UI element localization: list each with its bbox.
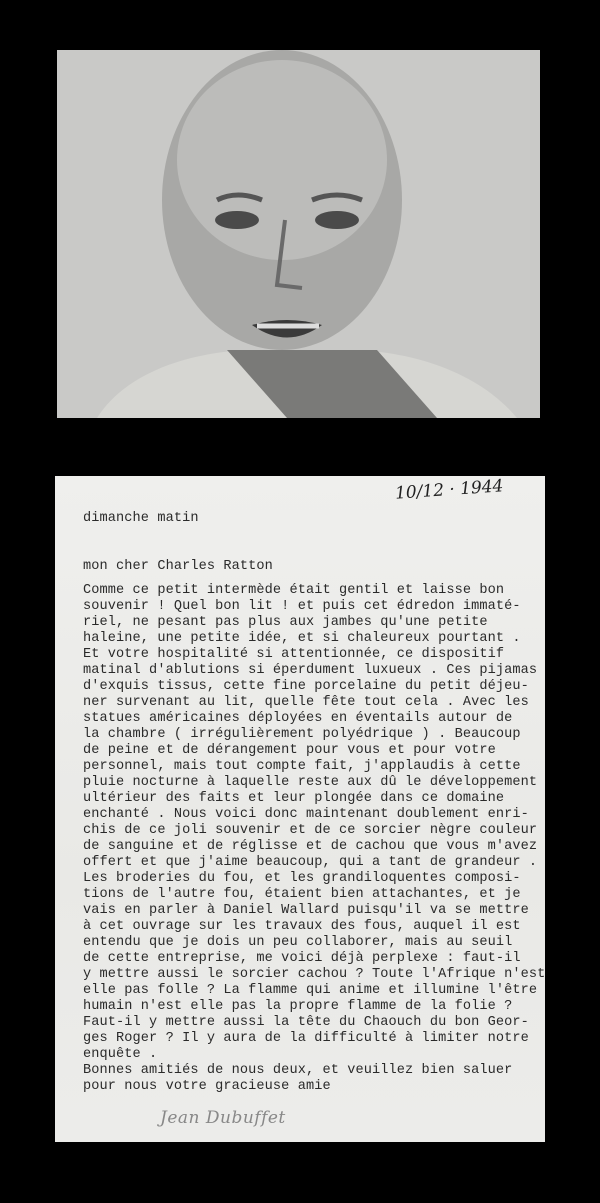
letter-line: Bonnes amitiés de nous deux, et veuillez bien saluer <box>83 1063 513 1078</box>
letter-body <box>83 583 545 1095</box>
letter-line: de cette entreprise, me voici déjà perplexe : faut-il <box>83 951 521 966</box>
letter-line: ultérieur des faits et leur plongée dans ce domaine <box>83 791 505 806</box>
letter-line: pour nous votre gracieuse amie <box>83 1079 331 1094</box>
letter-line: riel, ne pesant pas plus aux jambes qu'une petite <box>83 615 488 630</box>
letter-line: de peine et de dérangement pour vous et pour votre <box>83 743 496 758</box>
letter-line: tions de l'autre fou, étaient bien attachantes, et je <box>83 887 521 902</box>
letter-line: ges Roger ? Il y aura de la difficulté à limiter notre <box>83 1031 529 1046</box>
letter-line: offert et que j'aime beaucoup, qui a tant de grandeur . <box>83 855 538 870</box>
letter-line: y mettre aussi le sorcier cachou ? Toute l'Afrique n'est <box>83 967 546 982</box>
letter-line: haleine, une petite idée, et si chaleureux pourtant . <box>83 631 521 646</box>
letter-line: à cet ouvrage sur les travaux des fous, auquel il est <box>83 919 521 934</box>
letter-line: Faut-il y mettre aussi la tête du Chaouch du bon Geor- <box>83 1015 529 1030</box>
letter-day: dimanche matin <box>83 511 199 526</box>
letter-line: enquête . <box>83 1047 158 1062</box>
portrait-illustration <box>57 50 540 418</box>
letter-line: statues américaines déployées en éventails autour de <box>83 711 513 726</box>
letter-line: entendu que je dois un peu collaborer, mais au seuil <box>83 935 513 950</box>
letter-line: pluie nocturne à laquelle reste aux dû le développement <box>83 775 538 790</box>
letter-line: vais en parler à Daniel Wallard puisqu'il va se mettre <box>83 903 529 918</box>
letter-line: enchanté . Nous voici donc maintenant doublement enri- <box>83 807 529 822</box>
letter-line: elle pas folle ? La flamme qui anime et illumine l'être <box>83 983 538 998</box>
letter-line: Comme ce petit intermède était gentil et laisse bon <box>83 583 505 598</box>
letter-line: Et votre hospitalité si attentionnée, ce dispositif <box>83 647 505 662</box>
typewritten-letter <box>55 476 545 1142</box>
handwritten-date: 10/12 · 1944 <box>394 476 505 504</box>
letter-line: Les broderies du fou, et les grandiloquentes composi- <box>83 871 521 886</box>
letter-line: de sanguine et de réglisse et de cachou que vous m'avez <box>83 839 538 854</box>
letter-line: personnel, mais tout compte fait, j'applaudis à cette <box>83 759 521 774</box>
letter-line: chis de ce joli souvenir et de ce sorcier nègre couleur <box>83 823 538 838</box>
letter-salutation: mon cher Charles Ratton <box>83 559 273 574</box>
letter-line: matinal d'ablutions si éperdument luxueux . Ces pijamas <box>83 663 538 678</box>
letter-line: souvenir ! Quel bon lit ! et puis cet édredon immaté- <box>83 599 521 614</box>
letter-line: d'exquis tissus, cette fine porcelaine du petit déjeu- <box>83 679 529 694</box>
letter-line: la chambre ( irrégulièrement polyédrique ) . Beaucoup <box>83 727 521 742</box>
signature: Jean Dubuffet <box>160 1108 286 1128</box>
letter-line: humain n'est elle pas la propre flamme de la folie ? <box>83 999 513 1014</box>
portrait-photo <box>57 50 540 418</box>
letter-line: ner survenant au lit, quelle fête tout cela . Avec les <box>83 695 529 710</box>
